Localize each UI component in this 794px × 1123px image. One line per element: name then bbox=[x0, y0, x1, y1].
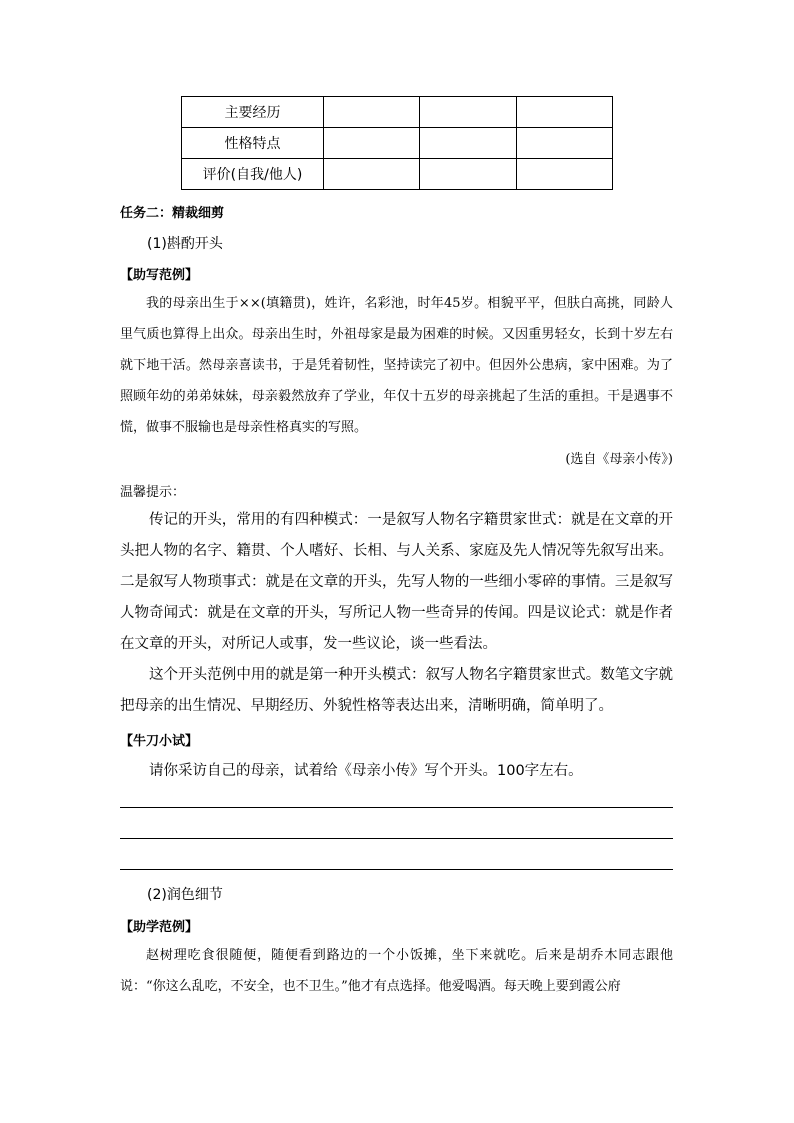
answer-line[interactable] bbox=[120, 807, 673, 808]
table-cell bbox=[324, 159, 420, 190]
example-source: (选自《母亲小传》) bbox=[565, 452, 673, 467]
info-table bbox=[181, 96, 613, 190]
tip-label: 温馨提示： bbox=[120, 485, 186, 500]
row-label: 主要经历 bbox=[182, 97, 324, 128]
table-row bbox=[182, 128, 613, 159]
table-cell bbox=[517, 128, 613, 159]
example-label: 【助写范例】 bbox=[120, 268, 199, 283]
table-cell bbox=[324, 128, 420, 159]
tip-paragraph-1: 传记的开头，常用的有四种模式：一是叙写人物名字籍贯家世式：就是在文章的开头把人物的名字、籍贯、个人嗜好、长相、与人关系、家庭及先人情况等先叙写出来。二是叙写人物琐事式：就是在文章的开头，先写人物的一些细小零碎的事情。三是叙写人物奇闻式：就是在文章的开头，写所记人物一些奇异的传闻。四是议论式：就是作者在文章的开头，对所记人或事，发一些议论，谈一些看法。 bbox=[120, 512, 673, 652]
section2-title: (2)润色细节 bbox=[147, 887, 223, 903]
answer-line[interactable] bbox=[120, 869, 673, 870]
row-label: 评价(自我/他人) bbox=[182, 159, 324, 190]
table-cell bbox=[517, 159, 613, 190]
table-cell bbox=[517, 97, 613, 128]
section2-example-paragraph: 赵树理吃食很随便，随便看到路边的一个小饭摊，坐下来就吃。后来是胡乔木同志跟他说：“你这么乱吃，不安全，也不卫生。”他才有点选择。他爱喝酒。每天晚上要到霞公府 bbox=[120, 948, 673, 994]
table-cell bbox=[420, 128, 517, 159]
table-row bbox=[182, 97, 613, 128]
example-paragraph: 我的母亲出生于××(填籍贯)，姓许，名彩池，时年45岁。相貌平平，但肤白高挑，同龄人里气质也算得上出众。母亲出生时，外祖母家是最为困难的时候。又因重男轻女，长到十岁左右就下地干活。然母亲喜读书，于是凭着韧性，坚持读完了初中。但因外公患病，家中困难。为了照顾年幼的弟弟妹妹，母亲毅然放弃了学业，年仅十五岁的母亲挑起了生活的重担。干是遇事不慌，做事不服输也是母亲性格真实的写照。 bbox=[120, 296, 673, 435]
table-cell bbox=[324, 97, 420, 128]
practice-prompt: 请你采访自己的母亲，试着给《母亲小传》写个开头。100字左右。 bbox=[149, 763, 583, 779]
practice-label: 【牛刀小试】 bbox=[120, 734, 199, 749]
section1-title: (1)斟酌开头 bbox=[147, 236, 223, 252]
table-cell bbox=[420, 97, 517, 128]
section2-example-label: 【助学范例】 bbox=[120, 920, 199, 935]
table-row bbox=[182, 159, 613, 190]
answer-line[interactable] bbox=[120, 838, 673, 839]
tip-paragraph-2: 这个开头范例中用的就是第一种开头模式：叙写人物名字籍贯家世式。数笔文字就把母亲的出生情况、早期经历、外貌性格等表达出来，清晰明确，简单明了。 bbox=[120, 667, 673, 714]
row-label: 性格特点 bbox=[182, 128, 324, 159]
table-cell bbox=[420, 159, 517, 190]
task2-heading: 任务二：精裁细剪 bbox=[120, 206, 225, 221]
